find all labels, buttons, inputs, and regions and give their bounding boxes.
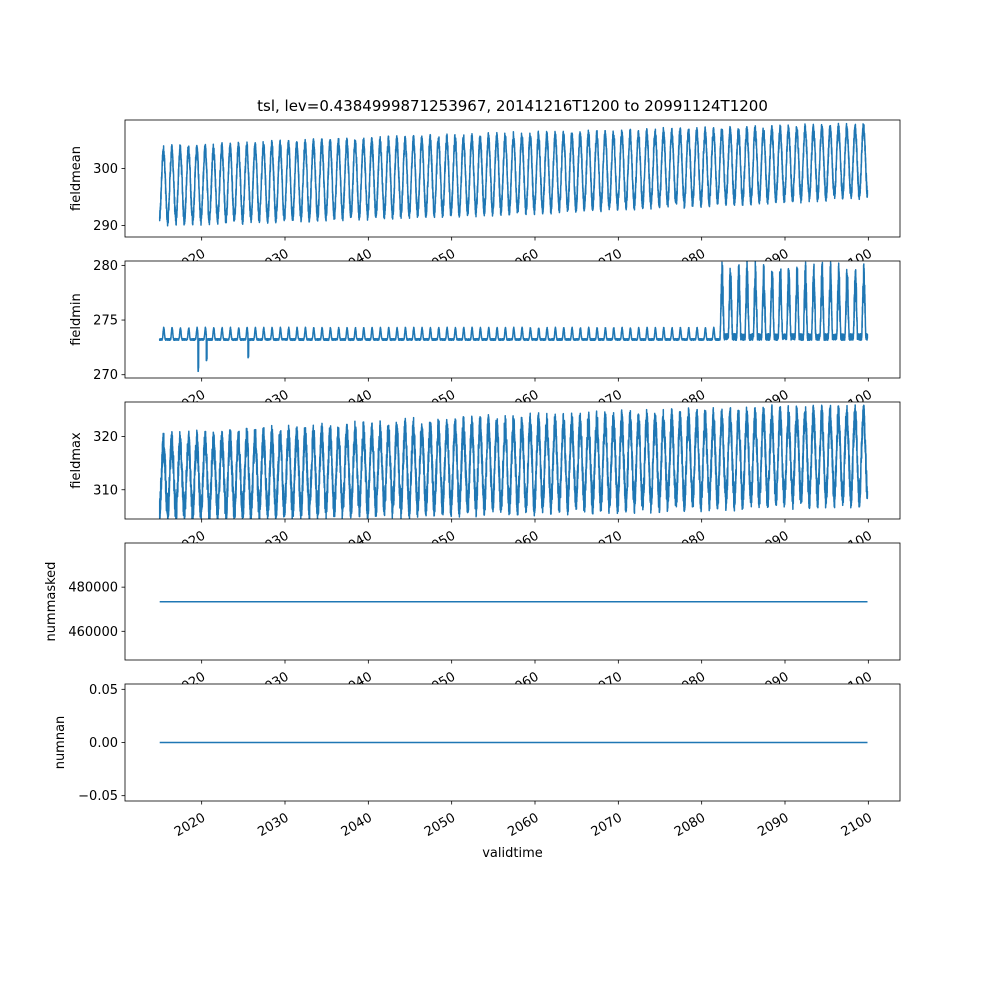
y-tick-label: 270 — [93, 368, 118, 384]
y-axis-label: fieldmean — [69, 146, 84, 211]
y-tick-label: 460000 — [68, 624, 118, 640]
y-axis-label: nummasked — [44, 561, 59, 642]
y-tick-label: 0.05 — [89, 682, 118, 698]
x-tick-label: 2070 — [588, 810, 625, 840]
y-tick-label: 310 — [93, 483, 118, 499]
y-tick-label: 320 — [93, 430, 118, 446]
y-axis-label: fieldmin — [69, 293, 84, 346]
y-axis-label: fieldmax — [69, 432, 84, 489]
x-tick-label: 2100 — [838, 810, 875, 840]
x-tick-label: 2020 — [172, 810, 209, 840]
x-tick-label: 2080 — [672, 810, 709, 840]
y-tick-label: −0.05 — [78, 789, 118, 805]
y-tick-label: 0.00 — [89, 736, 118, 751]
y-axis-label: numnan — [53, 715, 68, 770]
y-tick-label: 480000 — [68, 580, 118, 596]
y-tick-label: 275 — [93, 313, 118, 329]
x-tick-label: 2090 — [755, 810, 792, 840]
y-tick-label: 290 — [93, 219, 118, 235]
y-tick-label: 300 — [93, 162, 118, 178]
axes-background — [125, 261, 900, 378]
x-axis-label: validtime — [482, 846, 543, 861]
figure-title: tsl, lev=0.4384999871253967, 20141216T1200 to 20991124T1200 — [257, 97, 768, 115]
x-tick-label: 2030 — [255, 810, 292, 840]
y-tick-label: 280 — [93, 258, 118, 274]
x-tick-label: 2040 — [338, 810, 375, 840]
x-tick-label: 2050 — [422, 810, 459, 840]
x-tick-label: 2060 — [505, 810, 542, 840]
